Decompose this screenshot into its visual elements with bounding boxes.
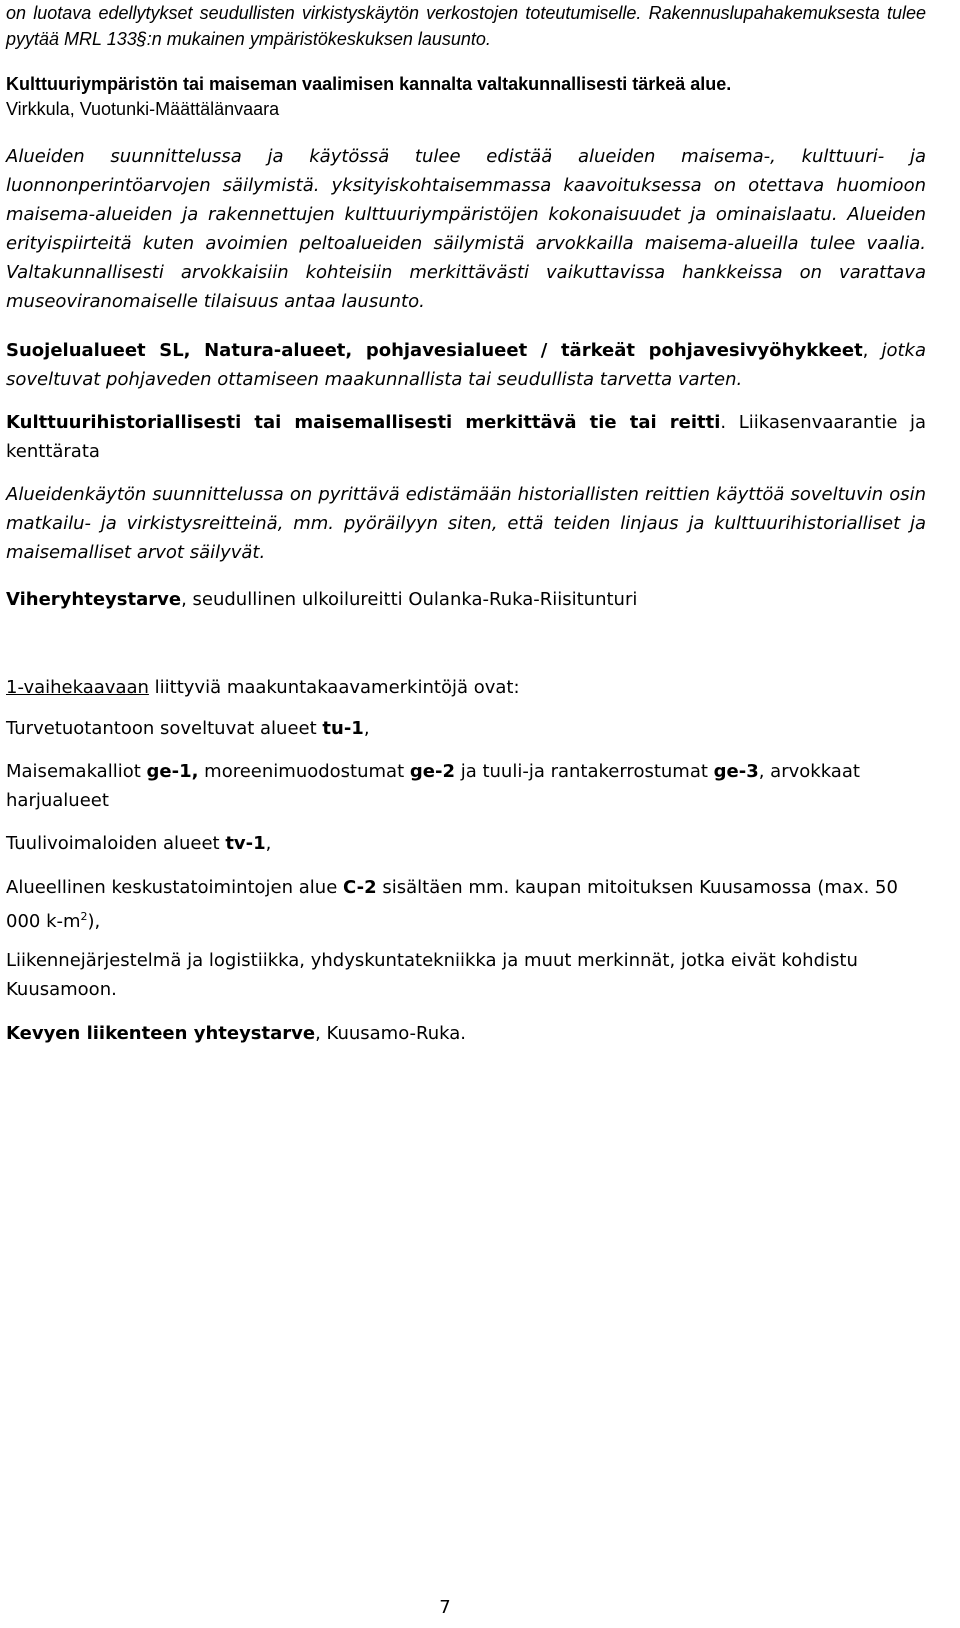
list-intro	[6, 673, 926, 702]
protected-areas-separator: ,	[862, 340, 869, 361]
list-intro-underlined: 1-vaihekaavaan	[6, 677, 149, 698]
paragraph-landscape-guidance	[6, 142, 926, 316]
paragraph-intro	[6, 0, 926, 52]
list-item	[6, 757, 926, 815]
list-item-code: ge-1,	[146, 761, 199, 782]
historic-route-heading: Kulttuurihistoriallisesti tai maisemallisesti merkittävä tie tai reitti	[6, 412, 721, 433]
guidance-text-b: Alueiden erityispiirteitä kuten avoimien peltoalueiden säilymistä arvokkailla maisema-alueilla tulee vaalia.	[6, 204, 926, 254]
list-item	[6, 714, 926, 743]
green-connection-text: , seudullinen ulkoilureitti Oulanka-Ruka-Riisitunturi	[181, 589, 638, 610]
list-item	[6, 946, 926, 1004]
list-item-text: Maisemakalliot	[6, 761, 147, 782]
list-item	[6, 1019, 926, 1048]
list-item-text: , Kuusamo-Ruka.	[315, 1023, 467, 1044]
list-item-text: moreenimuodostumat	[198, 761, 410, 782]
landscape-area-heading: Kulttuuriympäristön tai maiseman vaalimisen kannalta valtakunnallisesti tärkeä alue.	[6, 74, 732, 94]
list-item-code: C-2	[343, 877, 377, 898]
paragraph-landscape-area	[6, 72, 926, 122]
list-item-text: Tuulivoimaloiden alueet	[6, 833, 226, 854]
protected-areas-heading: Suojelualueet SL, Natura-alueet, pohjavesialueet / tärkeät pohjavesivyöhykkeet	[6, 340, 863, 361]
historic-route-text: . Liikasenvaarantie ja kenttärata	[6, 412, 926, 462]
landscape-area-places: Virkkula, Vuotunki-Määttälänvaara	[6, 99, 280, 119]
page-number: 7	[439, 1597, 451, 1618]
list-item-heading: Kevyen liikenteen yhteystarve	[6, 1023, 316, 1044]
list-item	[6, 829, 926, 858]
paragraph-protected-areas	[6, 336, 926, 394]
list-item	[6, 873, 926, 936]
paragraph-green-connection	[6, 585, 926, 614]
route-guidance-text: Alueidenkäytön suunnittelussa on pyrittävä edistämään historiallisten reittien käyttöä soveltuvin osin matkailu- ja virkistysreitteinä, mm. pyöräilyyn siten, että teiden linjaus ja kulttuurihistorialliset ja maisemalliset arvot säilyvät.	[6, 484, 926, 563]
list-item-text: sisältäen mm. kaupan mitoituksen Kuusamossa (max. 50 000 k-m	[6, 877, 898, 932]
guidance-text-c: Valtakunnallisesti arvokkaisiin kohteisiin merkittävästi vaikuttavissa hankkeissa on varattava museoviranomaiselle tilaisuus antaa lausunto.	[6, 262, 926, 312]
guidance-text-a: Alueiden suunnittelussa ja käytössä tulee edistää alueiden maisema-, kulttuuri- ja luonnonperintöarvojen säilymistä. yksityiskohtaisemmassa kaavoituksessa on otettava huomioon maisema-alueiden ja rakennettujen kulttuuriympäristöjen kokonaisuudet ja ominaislaatu.	[6, 146, 926, 225]
list-item-text: ja tuuli-ja rantakerrostumat	[454, 761, 714, 782]
paragraph-historic-route	[6, 408, 926, 466]
list-item-code: ge-3	[713, 761, 759, 782]
list-item-text: , arvokkaat harjualueet	[6, 761, 860, 811]
green-connection-heading: Viheryhteystarve	[6, 589, 182, 610]
list-item-text: ,	[265, 833, 272, 854]
list-item-text: ),	[87, 911, 101, 932]
list-item-code: tu-1	[322, 718, 364, 739]
list-item-text: Turvetuotantoon soveltuvat alueet	[6, 718, 323, 739]
protected-areas-text: jotka soveltuvat pohjaveden ottamiseen maakunnallista tai seudullista tarvetta varten.	[6, 340, 926, 390]
list-item-superscript: 2	[80, 910, 88, 923]
list-item-text: ,	[363, 718, 370, 739]
list-item-code: ge-2	[409, 761, 455, 782]
list-intro-rest: liittyviä maakuntakaavamerkintöjä ovat:	[148, 677, 520, 698]
paragraph-route-guidance	[6, 480, 926, 567]
list-item-code: tv-1	[225, 833, 266, 854]
paragraph-intro-text: on luotava edellytykset seudullisten virkistyskäytön verkostojen toteutumiselle. Rakennuslupahakemuksesta tulee pyytää MRL 133§:n mukainen ympäristökeskuksen lausunto.	[6, 3, 926, 49]
list-item-text: Alueellinen keskustatoimintojen alue	[6, 877, 343, 898]
list-item-text: Liikennejärjestelmä ja logistiikka, yhdyskuntatekniikka ja muut merkinnät, jotka eivät kohdistu Kuusamoon.	[6, 950, 858, 1000]
